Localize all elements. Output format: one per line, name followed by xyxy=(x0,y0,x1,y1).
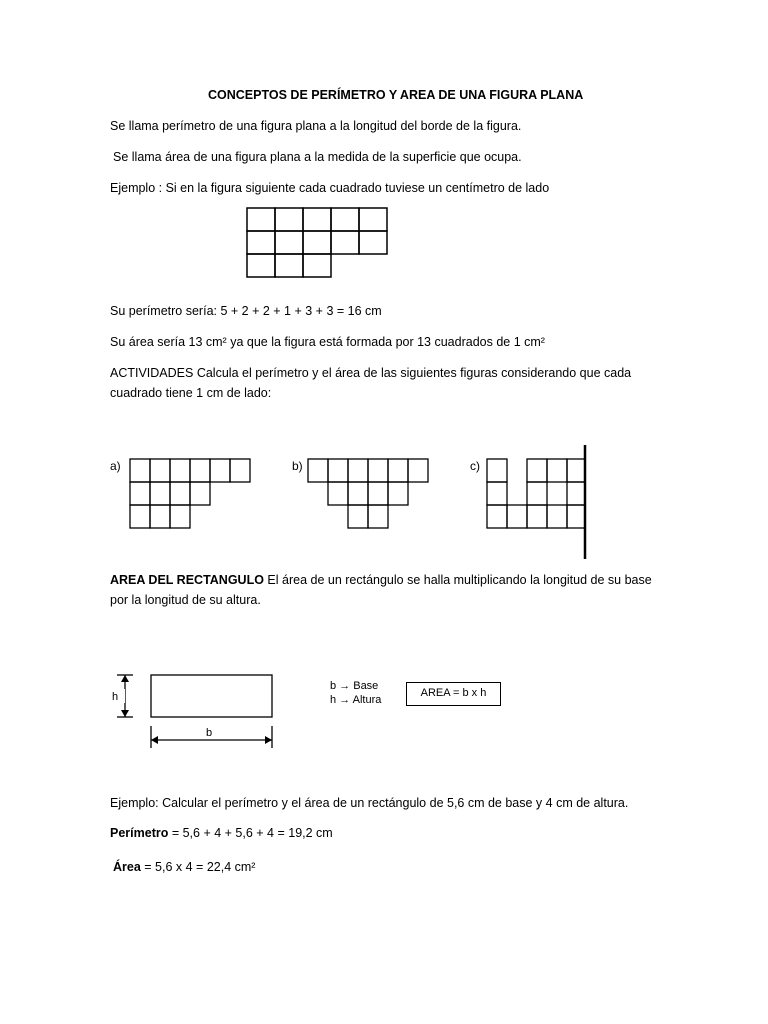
grid-square xyxy=(275,231,303,254)
figure-a-label: a) xyxy=(110,459,121,473)
grid-square xyxy=(359,208,387,231)
rectangle-line-1: AREA DEL RECTANGULO El área de un rectángulo se halla multiplicando la longitud de su base xyxy=(110,573,652,587)
area-calculation: Área = 5,6 x 4 = 22,4 cm² xyxy=(113,860,256,874)
figure-b xyxy=(307,458,431,531)
rectangle-label: AREA DEL RECTANGULO xyxy=(110,573,264,587)
rectangle-diagram xyxy=(108,660,288,752)
area-label: Área xyxy=(113,860,141,874)
grid-square xyxy=(275,254,303,277)
example-2: Ejemplo: Calcular el perímetro y el área de un rectángulo de 5,6 cm de base y 4 cm de altura. xyxy=(110,796,629,810)
legend-base: b → Base xyxy=(330,680,379,692)
example-grid-figure xyxy=(246,207,389,279)
perimeter-label: Perímetro xyxy=(110,826,169,840)
grid-square xyxy=(303,231,331,254)
example-intro: Ejemplo : Si en la figura siguiente cada cuadrado tuviese un centímetro de lado xyxy=(110,181,550,195)
grid-square xyxy=(247,231,275,254)
grid-square xyxy=(359,231,387,254)
activities-line-1: ACTIVIDADES Calcula el perímetro y el área de las siguientes figuras considerando que cada xyxy=(110,366,632,380)
figure-c-label: c) xyxy=(470,459,480,473)
grid-square xyxy=(247,208,275,231)
figure-a xyxy=(129,458,253,531)
figure-b-label: b) xyxy=(292,459,303,473)
area-formula-box: AREA = b x h xyxy=(406,682,501,706)
legend-height: h → Altura xyxy=(330,694,382,706)
perimeter-result: Su perímetro sería: 5 + 2 + 2 + 1 + 3 + 3 = 16 cm xyxy=(110,304,382,318)
grid-square xyxy=(303,254,331,277)
definition-perimeter: Se llama perímetro de una figura plana a la longitud del borde de la figura. xyxy=(110,119,522,133)
activities-line-2: cuadrado tiene 1 cm de lado: xyxy=(110,386,272,400)
grid-square xyxy=(303,208,331,231)
activities-label: ACTIVIDADES xyxy=(110,366,194,380)
rectangle-line-2: por la longitud de su altura. xyxy=(110,593,261,607)
grid-square xyxy=(331,231,359,254)
definition-area: Se llama área de una figura plana a la medida de la superficie que ocupa. xyxy=(113,150,522,164)
figure-c xyxy=(486,444,590,560)
grid-square xyxy=(275,208,303,231)
grid-square xyxy=(331,208,359,231)
page-title: CONCEPTOS DE PERÍMETRO Y AREA DE UNA FIGURA PLANA xyxy=(208,88,584,102)
base-label: b xyxy=(206,727,213,739)
area-result: Su área sería 13 cm² ya que la figura está formada por 13 cuadrados de 1 cm² xyxy=(110,335,545,349)
height-label: h xyxy=(112,691,119,703)
rectangle-shape xyxy=(151,675,272,717)
perimeter-calculation: Perímetro = 5,6 + 4 + 5,6 + 4 = 19,2 cm xyxy=(110,826,333,840)
grid-square xyxy=(247,254,275,277)
